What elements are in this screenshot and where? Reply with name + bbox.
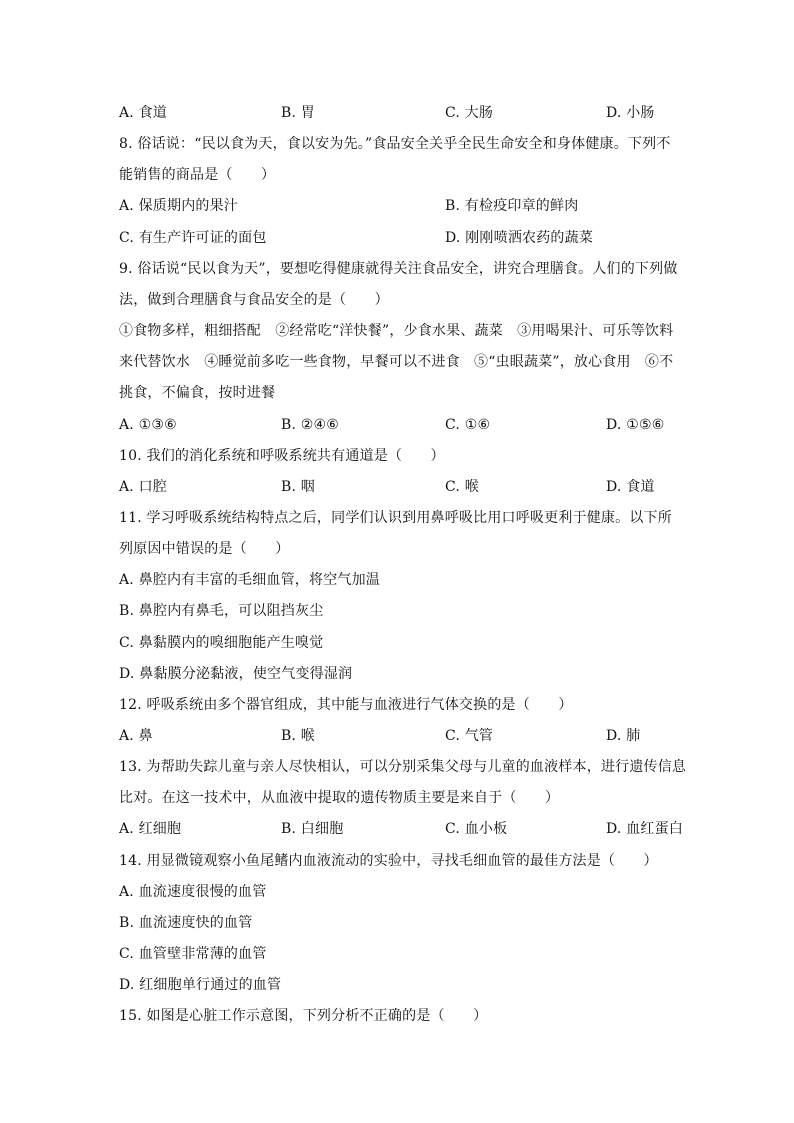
option-item: B. 白细胞 xyxy=(281,821,344,838)
text-line: 15. 如图是心脏工作示意图，下列分析不正确的是（ ） xyxy=(119,1008,488,1025)
option-item: C. 大肠 xyxy=(445,105,494,121)
option-item: A. 食道 xyxy=(119,105,168,121)
option-item: B. 咽 xyxy=(281,478,315,495)
option-item: B. 胃 xyxy=(281,105,315,121)
text-line: A. 鼻腔内有丰富的毛细血管，将空气加温 xyxy=(119,572,381,589)
text-line: B. 鼻腔内有鼻毛，可以阻挡灰尘 xyxy=(119,603,324,620)
text-line: C. 血管壁非常薄的血管 xyxy=(119,946,267,963)
text-line: 能销售的商品是（ ） xyxy=(119,167,276,184)
text-line: D. 红细胞单行通过的血管 xyxy=(119,977,282,994)
option-item: D. 刚刚喷洒农药的蔬菜 xyxy=(445,229,594,246)
text-line: A. 血流速度很慢的血管 xyxy=(119,883,267,900)
option-item: A. 红细胞 xyxy=(119,821,182,838)
text-line: 12. 呼吸系统由多个器官组成，其中能与血液进行气体交换的是（ ） xyxy=(119,696,573,713)
text-line: 来代替饮水 ④睡觉前多吃一些食物，早餐可以不进食 ⑤“虫眼蔬菜”，放心食用 ⑥不 xyxy=(119,354,674,371)
option-item: A. 口腔 xyxy=(119,478,168,495)
option-item: B. 喉 xyxy=(281,728,315,744)
option-item: C. 喉 xyxy=(445,478,479,495)
option-item: B. 有检疫印章的鲜肉 xyxy=(445,198,579,215)
text-line: 11. 学习呼吸系统结构特点之后，同学们认识到用鼻呼吸比用口呼吸更利于健康。以下所 xyxy=(119,509,672,526)
option-item: D. ①⑤⑥ xyxy=(606,416,665,433)
option-item: D. 肺 xyxy=(606,728,641,744)
text-line: 法，做到合理膳食与食品安全的是（ ） xyxy=(119,291,389,308)
option-item: A. ①③⑥ xyxy=(119,416,177,433)
option-item: C. 气管 xyxy=(445,728,494,744)
text-line: 8. 俗话说：“民以食为天，食以安为先。”食品安全关乎全民生命安全和身体健康。下列不 xyxy=(119,136,671,153)
option-item: A. 鼻 xyxy=(119,728,153,744)
option-item: C. ①⑥ xyxy=(445,416,491,433)
option-item: C. 有生产许可证的面包 xyxy=(119,229,267,246)
option-item: C. 血小板 xyxy=(445,821,508,838)
text-line: 14. 用显微镜观察小鱼尾鳍内血液流动的实验中，寻找毛细血管的最佳方法是（ ） xyxy=(119,852,658,869)
text-line: D. 鼻黏膜分泌黏液，使空气变得湿润 xyxy=(119,665,353,682)
text-line: B. 血流速度快的血管 xyxy=(119,914,253,931)
option-item: D. 血红蛋白 xyxy=(606,821,684,838)
text-line: 列原因中错误的是（ ） xyxy=(119,541,290,558)
text-line: 10. 我们的消化系统和呼吸系统共有通道是（ ） xyxy=(119,447,445,464)
text-line: 13. 为帮助失踪儿童与亲人尽快相认，可以分别采集父母与儿童的血液样本，进行遗传信息 xyxy=(119,759,687,776)
text-line: 挑食，不偏食，按时进餐 xyxy=(119,385,276,402)
option-item: A. 保质期内的果汁 xyxy=(119,198,239,215)
option-item: B. ②④⑥ xyxy=(281,416,340,433)
option-item: D. 小肠 xyxy=(606,105,655,121)
text-line: ①食物多样，粗细搭配 ②经常吃“洋快餐”，少食水果、蔬菜 ③用喝果汁、可乐等饮料 xyxy=(119,323,674,340)
text-line: 比对。在这一技术中，从血液中提取的遗传物质主要是来自于（ ） xyxy=(119,790,560,807)
text-line: C. 鼻黏膜内的嗅细胞能产生嗅觉 xyxy=(119,634,324,651)
option-item: D. 食道 xyxy=(606,478,655,495)
text-line: 9. 俗话说“民以食为天”，要想吃得健康就得关注食品安全，讲究合理膳食。人们的下列做 xyxy=(119,260,678,277)
